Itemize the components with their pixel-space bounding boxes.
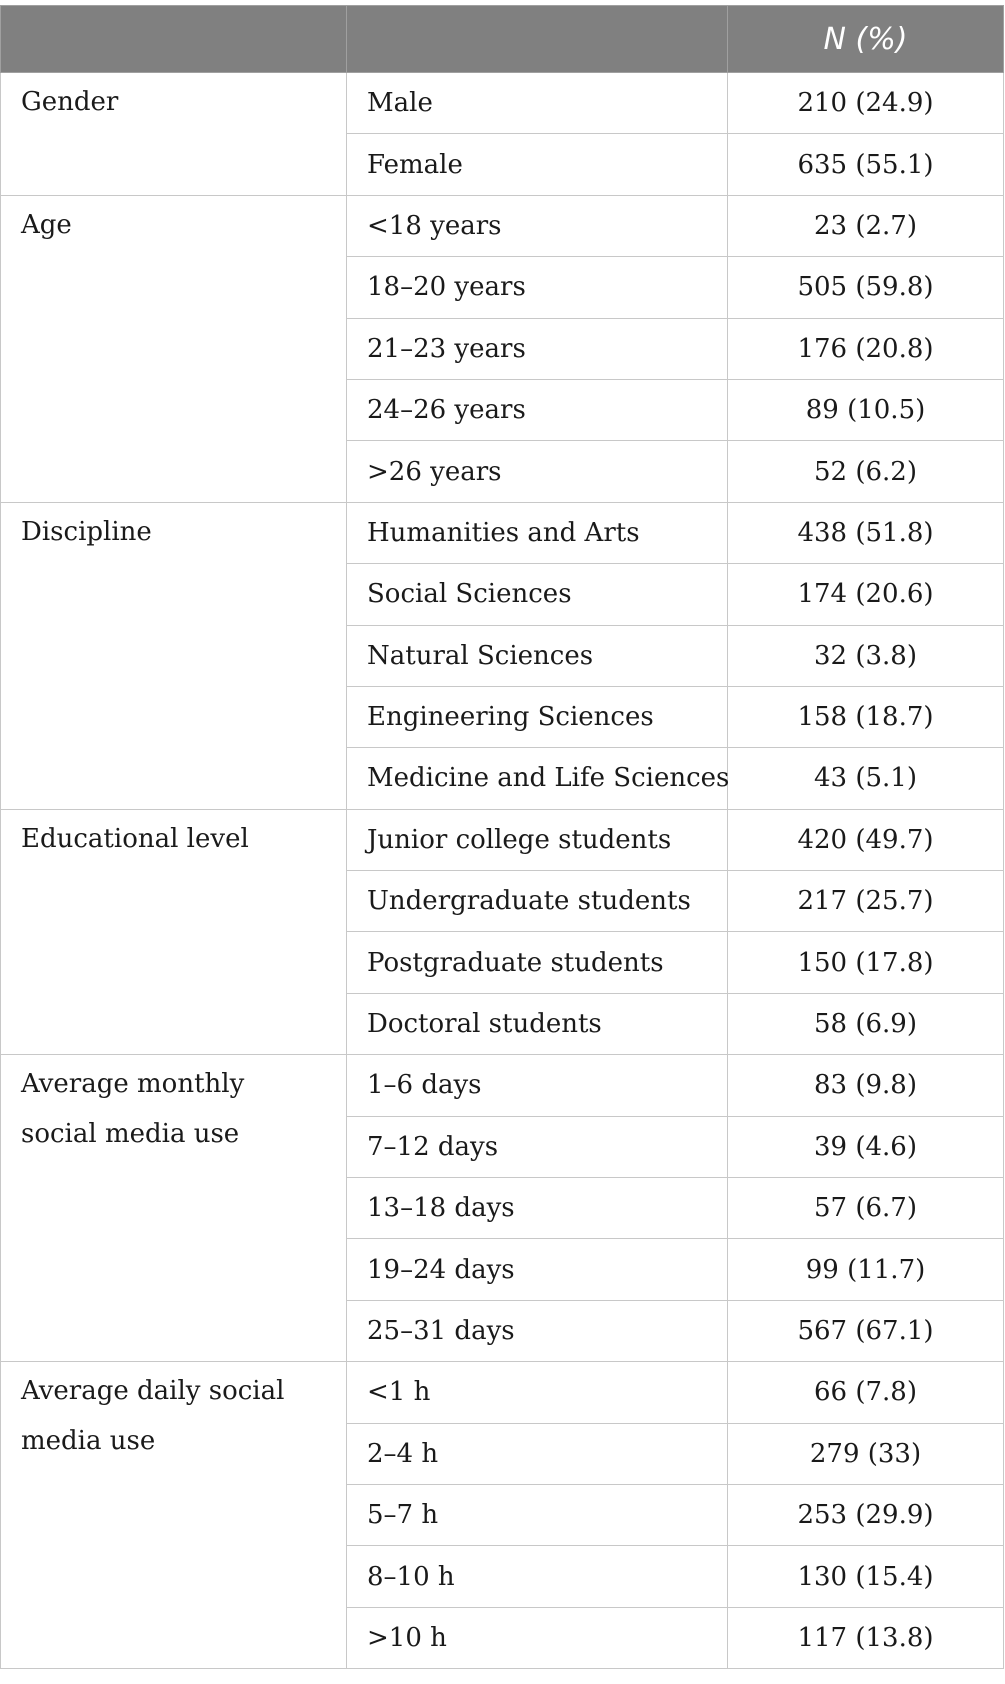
group-label: Educational level bbox=[21, 823, 249, 854]
category-cell: Undergraduate students bbox=[347, 871, 728, 932]
table-row bbox=[1, 1055, 1004, 1116]
value-cell: 43 (5.1) bbox=[728, 748, 1004, 809]
category-cell: Junior college students bbox=[347, 809, 728, 870]
category-cell: 13–18 days bbox=[347, 1178, 728, 1239]
value-cell: 23 (2.7) bbox=[728, 195, 1004, 256]
demographics-table bbox=[0, 5, 1004, 1669]
category-cell: 7–12 days bbox=[347, 1116, 728, 1177]
category-cell: 21–23 years bbox=[347, 318, 728, 379]
category-cell: 24–26 years bbox=[347, 379, 728, 440]
category-cell: >10 h bbox=[347, 1607, 728, 1668]
category-cell: <18 years bbox=[347, 195, 728, 256]
table-row bbox=[1, 1362, 1004, 1423]
value-cell: 89 (10.5) bbox=[728, 379, 1004, 440]
group-label: Discipline bbox=[21, 516, 152, 547]
category-cell: Doctoral students bbox=[347, 993, 728, 1054]
value-cell: 58 (6.9) bbox=[728, 993, 1004, 1054]
value-cell: 567 (67.1) bbox=[728, 1300, 1004, 1361]
value-cell: 253 (29.9) bbox=[728, 1484, 1004, 1545]
category-cell: Female bbox=[347, 134, 728, 195]
category-cell: 1–6 days bbox=[347, 1055, 728, 1116]
value-cell: 635 (55.1) bbox=[728, 134, 1004, 195]
header-n-percent: N (%) bbox=[728, 6, 1004, 73]
value-cell: 420 (49.7) bbox=[728, 809, 1004, 870]
value-cell: 83 (9.8) bbox=[728, 1055, 1004, 1116]
category-cell: 25–31 days bbox=[347, 1300, 728, 1361]
group-label: Gender bbox=[21, 87, 119, 117]
group-label-cell bbox=[1, 1362, 347, 1669]
group-label-cell bbox=[1, 1055, 347, 1362]
group-label-cell bbox=[1, 809, 347, 1055]
category-cell: Postgraduate students bbox=[347, 932, 728, 993]
value-cell: 279 (33) bbox=[728, 1423, 1004, 1484]
group-label-cell bbox=[1, 73, 347, 196]
header-group bbox=[1, 6, 347, 73]
value-cell: 176 (20.8) bbox=[728, 318, 1004, 379]
value-cell: 210 (24.9) bbox=[728, 73, 1004, 134]
table-row bbox=[1, 73, 1004, 134]
category-cell: 18–20 years bbox=[347, 257, 728, 318]
value-cell: 174 (20.6) bbox=[728, 564, 1004, 625]
value-cell: 505 (59.8) bbox=[728, 257, 1004, 318]
value-cell: 52 (6.2) bbox=[728, 441, 1004, 502]
category-cell: Natural Sciences bbox=[347, 625, 728, 686]
group-label: Average daily social media use bbox=[21, 1376, 285, 1457]
value-cell: 150 (17.8) bbox=[728, 932, 1004, 993]
category-cell: 8–10 h bbox=[347, 1546, 728, 1607]
group-label: Average monthly social media use bbox=[21, 1069, 245, 1150]
value-cell: 99 (11.7) bbox=[728, 1239, 1004, 1300]
table-body bbox=[1, 73, 1004, 1669]
value-cell: 158 (18.7) bbox=[728, 686, 1004, 747]
value-cell: 39 (4.6) bbox=[728, 1116, 1004, 1177]
category-cell: Engineering Sciences bbox=[347, 686, 728, 747]
category-cell: >26 years bbox=[347, 441, 728, 502]
value-cell: 66 (7.8) bbox=[728, 1362, 1004, 1423]
table-row bbox=[1, 195, 1004, 256]
category-cell: Medicine and Life Sciences bbox=[347, 748, 728, 809]
category-cell: 19–24 days bbox=[347, 1239, 728, 1300]
header-row bbox=[1, 6, 1004, 73]
value-cell: 217 (25.7) bbox=[728, 871, 1004, 932]
value-cell: 32 (3.8) bbox=[728, 625, 1004, 686]
category-cell: 5–7 h bbox=[347, 1484, 728, 1545]
group-label: Age bbox=[21, 209, 72, 240]
value-cell: 438 (51.8) bbox=[728, 502, 1004, 563]
value-cell: 130 (15.4) bbox=[728, 1546, 1004, 1607]
category-cell: 2–4 h bbox=[347, 1423, 728, 1484]
category-cell: Male bbox=[347, 73, 728, 134]
group-label-cell bbox=[1, 502, 347, 809]
value-cell: 57 (6.7) bbox=[728, 1178, 1004, 1239]
category-cell: <1 h bbox=[347, 1362, 728, 1423]
table-row bbox=[1, 502, 1004, 563]
category-cell: Humanities and Arts bbox=[347, 502, 728, 563]
category-cell: Social Sciences bbox=[347, 564, 728, 625]
table-row bbox=[1, 809, 1004, 870]
value-cell: 117 (13.8) bbox=[728, 1607, 1004, 1668]
header-category bbox=[347, 6, 728, 73]
group-label-cell bbox=[1, 195, 347, 502]
